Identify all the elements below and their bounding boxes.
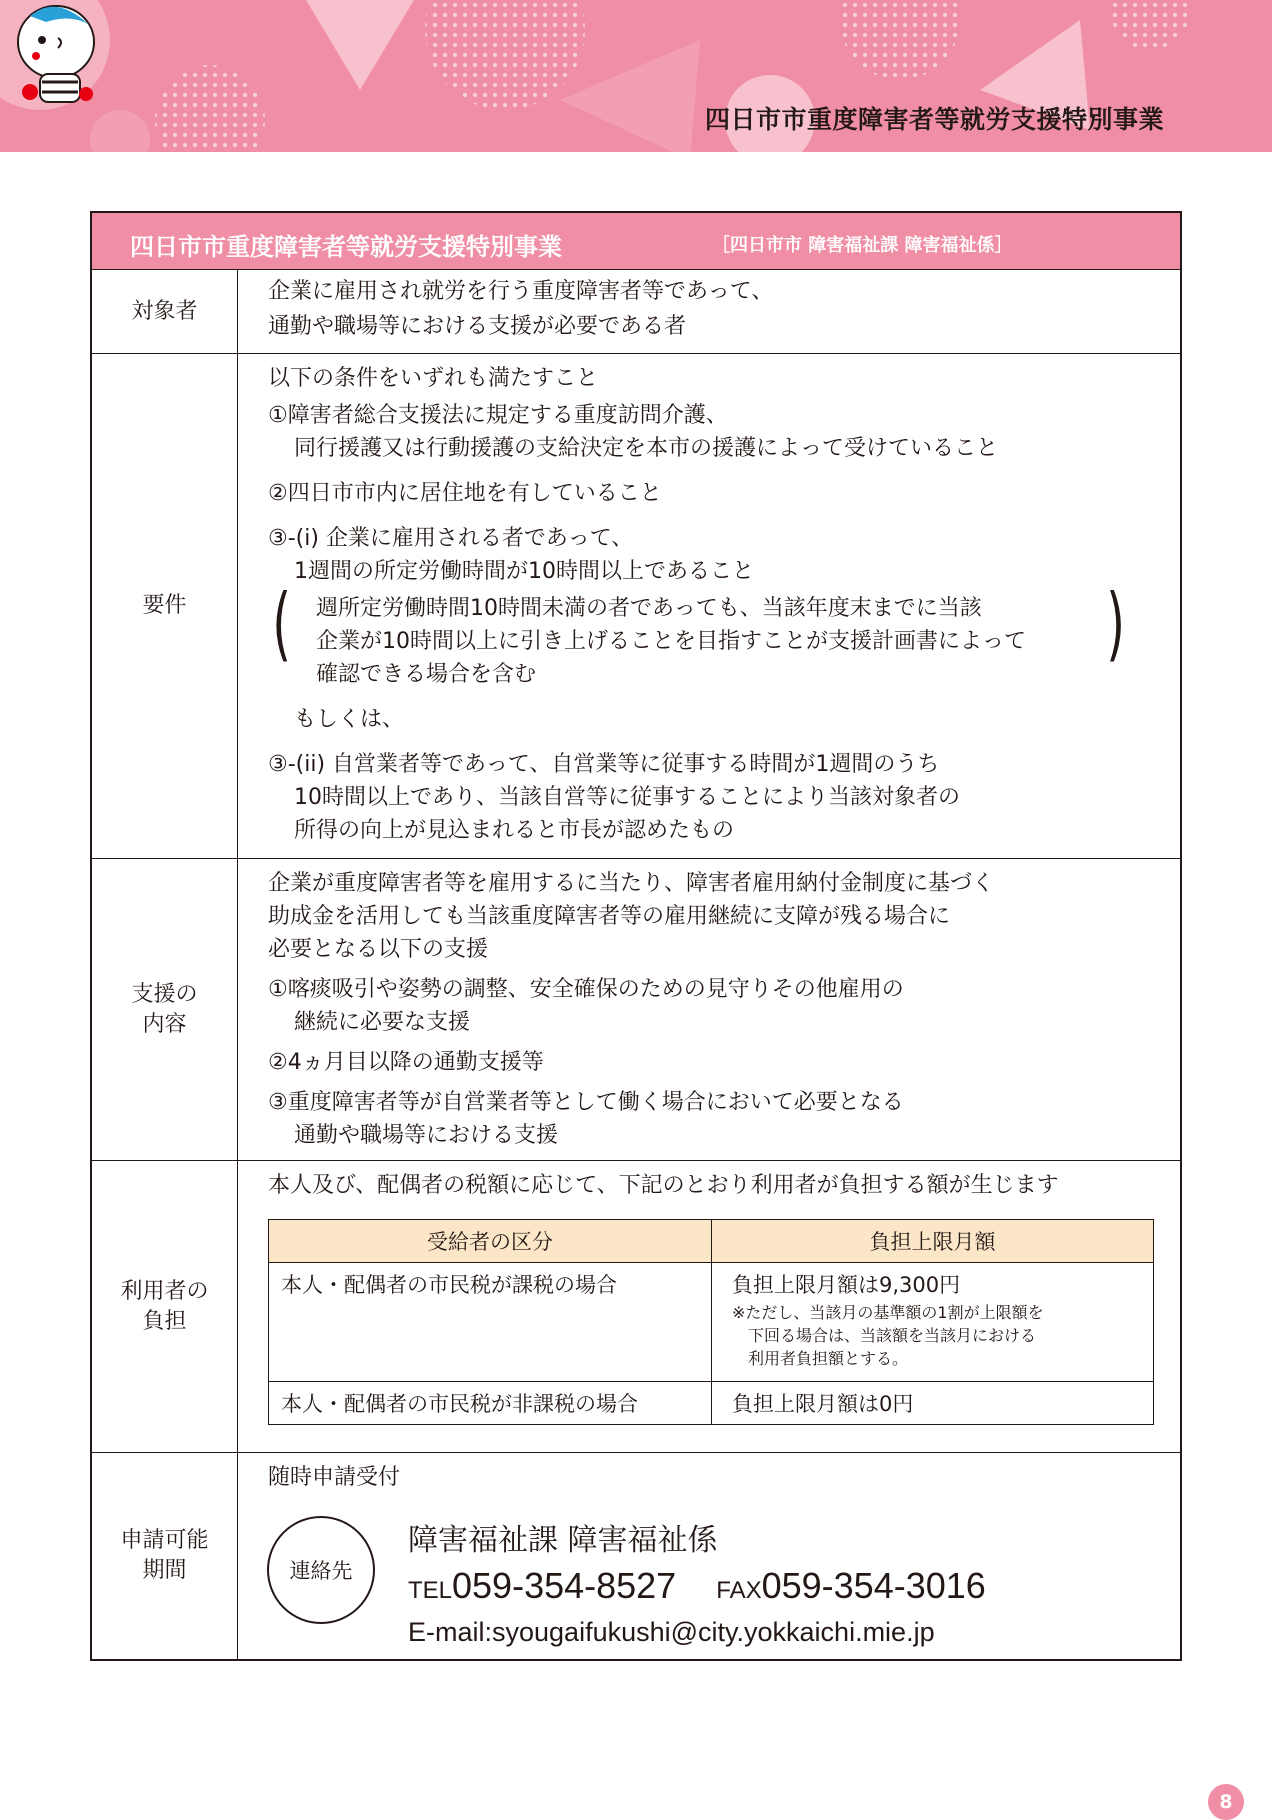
mascot-icon — [0, 0, 108, 110]
text-line: ①障害者総合支援法に規定する重度訪問介護、 — [268, 403, 728, 428]
table-header — [92, 213, 1180, 270]
table-row — [269, 1263, 1154, 1382]
note-line: 下回る場合は、当該額を当該月における — [748, 1326, 1037, 1345]
amount-cell: 負担上限月額は0円 — [712, 1382, 1154, 1425]
row-label — [92, 859, 238, 1160]
column-header: 受給者の区分 — [269, 1220, 712, 1263]
label-line: 期間 — [142, 1558, 187, 1583]
program-table — [90, 211, 1182, 1661]
table-row — [269, 1382, 1154, 1425]
row-burden — [92, 1161, 1180, 1453]
note — [732, 1301, 1141, 1370]
text-line: 必要となる以下の支援 — [268, 937, 489, 962]
label-line: 利用者の — [120, 1278, 209, 1304]
row-requirements — [92, 354, 1180, 859]
category-cell: 本人・配偶者の市民税が非課税の場合 — [269, 1382, 712, 1425]
text-line: 1週間の所定労働時間が10時間以上であること — [294, 559, 754, 584]
text-line: ②4ヵ月目以降の通勤支援等 — [268, 1050, 544, 1075]
amount-text: 負担上限月額は9,300円 — [732, 1273, 961, 1297]
contact-phone — [408, 1565, 986, 1607]
text-line: 10時間以上であり、当該自営等に従事することにより当該対象者の — [294, 785, 960, 810]
text-line: ③-(ii) 自営業者等であって、自営業等に従事する時間が1週間のうち — [268, 752, 940, 777]
note-line: ※ただし、当該月の基準額の1割が上限額を — [732, 1303, 1044, 1322]
label-line: 内容 — [142, 1011, 187, 1037]
fax-label: FAX — [716, 1577, 762, 1604]
text-line: 企業が重度障害者等を雇用するに当たり、障害者雇用納付金制度に基づく — [268, 871, 995, 896]
text-line: 所得の向上が見込まれると市長が認めたもの — [294, 818, 735, 843]
label-line: 申請可能 — [120, 1528, 209, 1553]
text-line: 以下の条件をいずれも満たすこと — [268, 366, 599, 391]
fax-number: 059-354-3016 — [761, 1565, 986, 1606]
text-line: 週所定労働時間10時間未満の者であっても、当該年度末までに当該 — [316, 596, 982, 621]
amount-cell — [712, 1263, 1154, 1382]
text-line: ②四日市市内に居住地を有していること — [268, 481, 662, 506]
close-paren-icon: ) — [1106, 577, 1125, 670]
column-header: 負担上限月額 — [712, 1220, 1154, 1263]
row-support — [92, 859, 1180, 1161]
label-line: 支援の — [131, 981, 198, 1007]
contact-email: E-mail:syougaifukushi@city.yokkaichi.mie.jp — [408, 1617, 935, 1647]
text-line: ③-(i) 企業に雇用される者であって、 — [268, 526, 634, 551]
text-line: ③重度障害者等が自営業者等として働く場合において必要となる — [268, 1090, 904, 1115]
text-line: 通勤や職場等における支援 — [294, 1123, 559, 1148]
row-label — [92, 1161, 238, 1452]
text-line: 通勤や職場等における支援が必要である者 — [268, 314, 687, 339]
tel-number: 059-354-8527 — [452, 1565, 677, 1606]
period-text: 随時申請受付 — [268, 1465, 401, 1490]
banner-title: 四日市市重度障害者等就労支援特別事業 — [704, 105, 1164, 134]
open-paren-icon: ( — [272, 577, 291, 670]
table-subtitle: ［四日市市 障害福祉課 障害福祉係］ — [712, 235, 1013, 256]
row-label — [92, 1453, 238, 1659]
table-title: 四日市市重度障害者等就労支援特別事業 — [130, 233, 562, 261]
contact-badge: 連絡先 — [267, 1516, 375, 1624]
row-label: 要件 — [92, 354, 238, 858]
note-line: 利用者負担額とする。 — [748, 1349, 909, 1368]
contact-department: 障害福祉課 障害福祉係 — [408, 1523, 718, 1558]
text-line: 継続に必要な支援 — [294, 1010, 471, 1035]
header-banner — [0, 0, 1272, 152]
text-line: もしくは、 — [294, 707, 405, 732]
row-target — [92, 270, 1180, 354]
text-line: 助成金を活用しても当該重度障害者等の雇用継続に支障が残る場合に — [268, 904, 951, 929]
page-number: 8 — [1208, 1784, 1244, 1820]
category-cell: 本人・配偶者の市民税が課税の場合 — [269, 1263, 712, 1382]
text-line: ①喀痰吸引や姿勢の調整、安全確保のための見守りその他雇用の — [268, 977, 904, 1002]
label-line: 負担 — [142, 1308, 187, 1334]
text-line: 企業に雇用され就労を行う重度障害者等であって、 — [268, 279, 774, 304]
text-line: 同行援護又は行動援護の支給決定を本市の援護によって受けていること — [294, 436, 999, 461]
tel-label: TEL — [408, 1577, 453, 1604]
text-line: 企業が10時間以上に引き上げることを目指すことが支援計画書によって — [316, 629, 1026, 654]
burden-table — [268, 1219, 1154, 1425]
text-line: 確認できる場合を含む — [316, 662, 537, 687]
row-label: 対象者 — [92, 270, 238, 353]
burden-intro: 本人及び、配偶者の税額に応じて、下記のとおり利用者が負担する額が生じます — [268, 1173, 1059, 1198]
row-period — [92, 1453, 1180, 1659]
